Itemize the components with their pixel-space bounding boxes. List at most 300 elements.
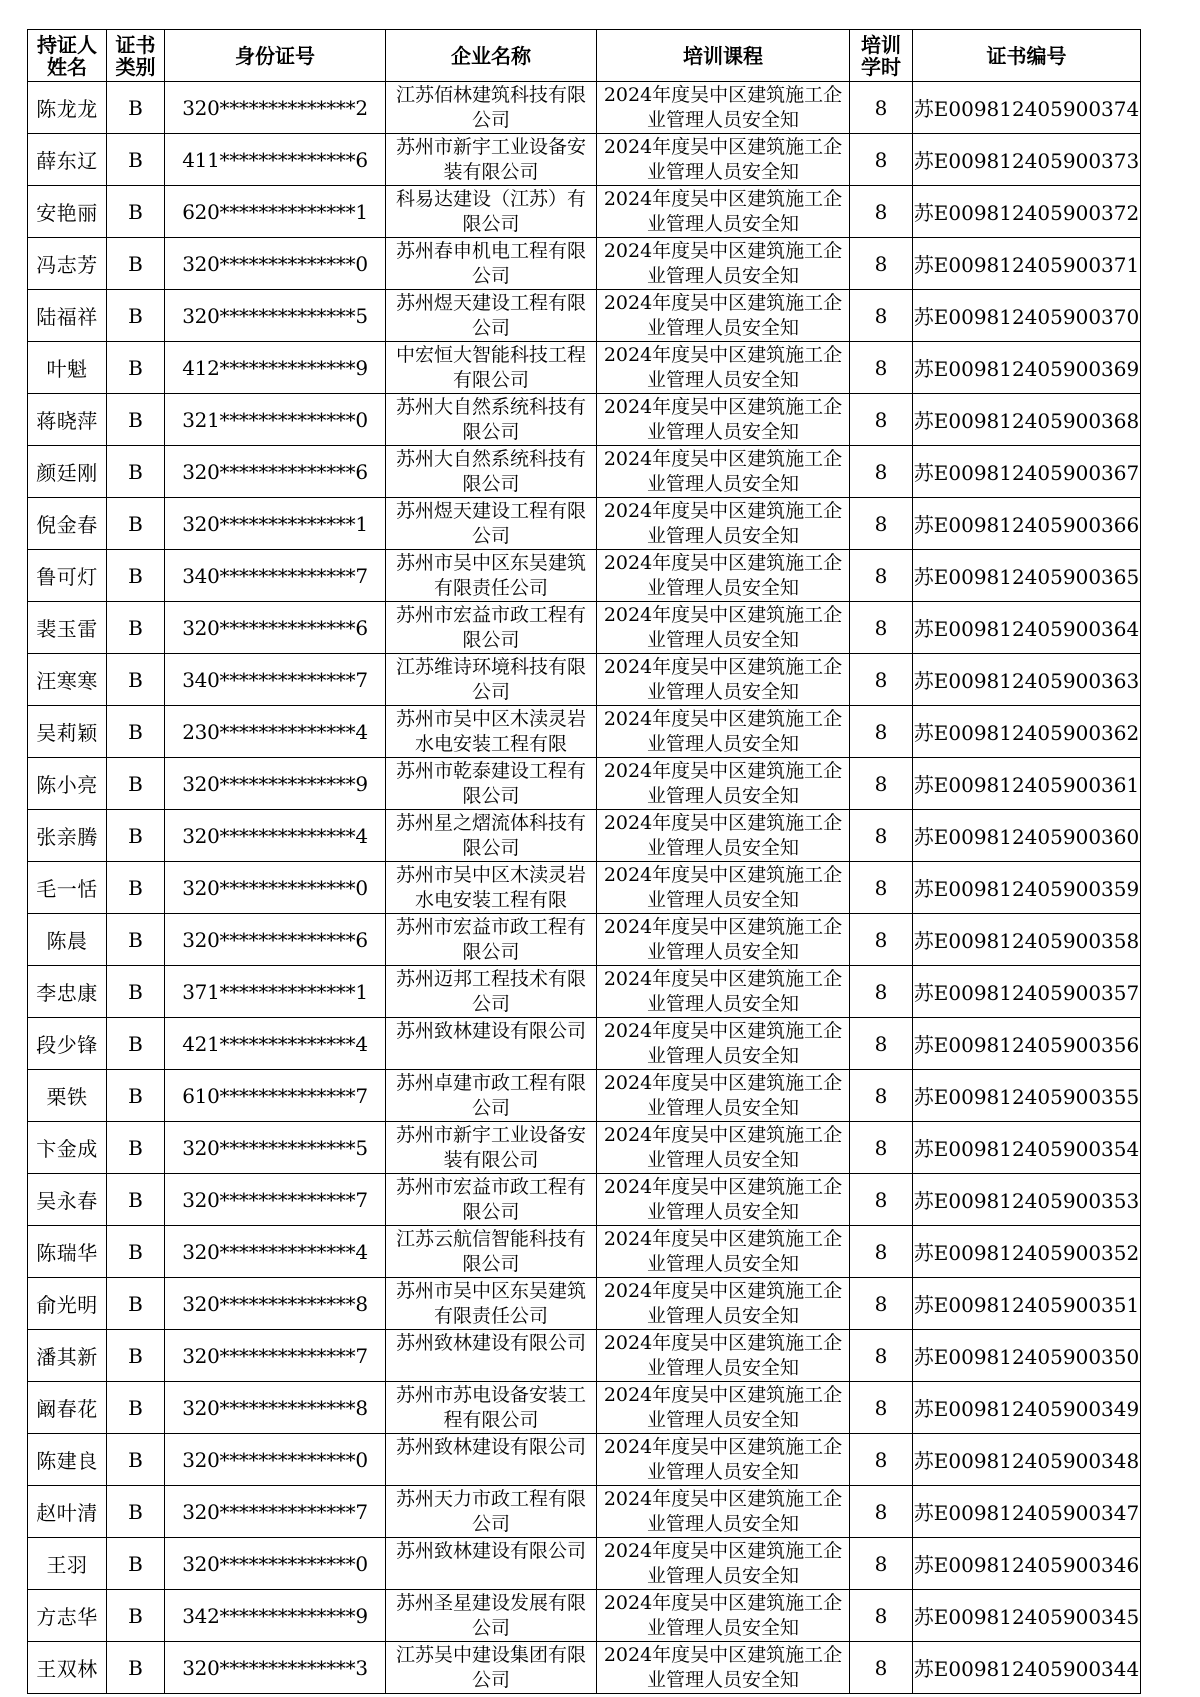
cell-company-text: 苏州市吴中区东吴建筑有限责任公司 (395, 552, 586, 599)
cell-company (386, 862, 597, 914)
cell-course (597, 1590, 850, 1642)
cell-company-text: 苏州大自然系统科技有限公司 (395, 396, 586, 443)
cell-id-number: 320**************1 (165, 498, 386, 550)
cell-id-number: 320**************0 (165, 1538, 386, 1590)
cell-company-text: 江苏吴中建设集团有限公司 (395, 1644, 586, 1691)
cell-holder-name: 张亲腾 (28, 810, 107, 862)
table-row (28, 394, 1141, 446)
cell-holder-name: 陈晨 (28, 914, 107, 966)
cell-course-text: 2024年度吴中区建筑施工企业管理人员安全知 (603, 396, 843, 443)
cell-company (386, 1382, 597, 1434)
cell-hours: 8 (850, 1330, 913, 1382)
cell-company-text: 苏州圣星建设发展有限公司 (395, 1592, 586, 1639)
cell-holder-name: 颜廷刚 (28, 446, 107, 498)
cell-cert-number: 苏E009812405900373 (913, 134, 1141, 186)
cell-course (597, 1278, 850, 1330)
cell-cert-type: B (107, 1330, 165, 1382)
cell-holder-name: 鲁可灯 (28, 550, 107, 602)
cell-course-text: 2024年度吴中区建筑施工企业管理人员安全知 (603, 344, 843, 391)
cell-holder-name: 冯志芳 (28, 238, 107, 290)
cell-company-text: 苏州市苏电设备安装工程有限公司 (395, 1384, 586, 1431)
table-row (28, 1590, 1141, 1642)
cell-company-text: 苏州卓建市政工程有限公司 (395, 1072, 586, 1119)
cell-company (386, 810, 597, 862)
cell-holder-name: 吴莉颖 (28, 706, 107, 758)
header-company: 企业名称 (386, 30, 597, 82)
cell-hours: 8 (850, 1226, 913, 1278)
cell-course-text: 2024年度吴中区建筑施工企业管理人员安全知 (603, 1592, 843, 1639)
cell-course-text: 2024年度吴中区建筑施工企业管理人员安全知 (603, 448, 843, 495)
cell-course (597, 342, 850, 394)
cell-hours: 8 (850, 446, 913, 498)
cell-cert-type: B (107, 1590, 165, 1642)
cell-company (386, 342, 597, 394)
header-hours: 培训学时 (850, 30, 913, 82)
cell-hours: 8 (850, 966, 913, 1018)
cell-course-text: 2024年度吴中区建筑施工企业管理人员安全知 (603, 760, 843, 807)
cell-holder-name: 方志华 (28, 1590, 107, 1642)
cell-company-text: 苏州致林建设有限公司 (395, 1332, 586, 1354)
cell-course (597, 1226, 850, 1278)
cell-course (597, 706, 850, 758)
cell-id-number: 320**************7 (165, 1330, 386, 1382)
cell-holder-name: 卞金成 (28, 1122, 107, 1174)
cell-company (386, 914, 597, 966)
cell-holder-name: 毛一恬 (28, 862, 107, 914)
cell-course (597, 1642, 850, 1694)
cell-course (597, 1330, 850, 1382)
table-row (28, 1018, 1141, 1070)
cell-cert-type: B (107, 1122, 165, 1174)
cell-id-number: 320**************4 (165, 810, 386, 862)
cell-id-number: 320**************0 (165, 1434, 386, 1486)
header-holder-name: 持证人姓名 (28, 30, 107, 82)
cell-id-number: 320**************5 (165, 1122, 386, 1174)
table-row (28, 238, 1141, 290)
cell-company (386, 1642, 597, 1694)
cell-cert-number: 苏E009812405900372 (913, 186, 1141, 238)
table-row (28, 654, 1141, 706)
cell-hours: 8 (850, 1278, 913, 1330)
cell-company-text: 苏州市吴中区木渎灵岩水电安装工程有限 (395, 864, 586, 911)
cell-id-number: 342**************9 (165, 1590, 386, 1642)
cell-id-number: 321**************0 (165, 394, 386, 446)
cell-cert-number: 苏E009812405900361 (913, 758, 1141, 810)
cell-id-number: 320**************0 (165, 862, 386, 914)
cell-course (597, 1434, 850, 1486)
table-row (28, 1070, 1141, 1122)
cell-hours: 8 (850, 342, 913, 394)
cell-company-text: 苏州市新宇工业设备安装有限公司 (395, 136, 586, 183)
cell-hours: 8 (850, 1434, 913, 1486)
cell-holder-name: 阚春花 (28, 1382, 107, 1434)
cell-cert-number: 苏E009812405900355 (913, 1070, 1141, 1122)
cell-course (597, 758, 850, 810)
cell-cert-number: 苏E009812405900350 (913, 1330, 1141, 1382)
cell-cert-number: 苏E009812405900366 (913, 498, 1141, 550)
cell-company-text: 江苏维诗环境科技有限公司 (395, 656, 586, 703)
cell-cert-type: B (107, 1278, 165, 1330)
table-row (28, 1486, 1141, 1538)
cell-course (597, 602, 850, 654)
cell-hours: 8 (850, 914, 913, 966)
cell-company-text: 苏州致林建设有限公司 (395, 1020, 586, 1042)
cell-hours: 8 (850, 290, 913, 342)
header-row (28, 30, 1141, 82)
cell-course (597, 1174, 850, 1226)
cell-id-number: 340**************7 (165, 654, 386, 706)
cell-id-number: 340**************7 (165, 550, 386, 602)
cell-holder-name: 陈建良 (28, 1434, 107, 1486)
table-row (28, 602, 1141, 654)
table-row (28, 290, 1141, 342)
cell-cert-number: 苏E009812405900371 (913, 238, 1141, 290)
cell-hours: 8 (850, 394, 913, 446)
table-row (28, 1538, 1141, 1590)
cell-company (386, 966, 597, 1018)
cell-id-number: 371**************1 (165, 966, 386, 1018)
cell-course (597, 498, 850, 550)
cell-company (386, 394, 597, 446)
cell-hours: 8 (850, 1174, 913, 1226)
cell-cert-number: 苏E009812405900367 (913, 446, 1141, 498)
cell-holder-name: 陈龙龙 (28, 82, 107, 134)
cell-company (386, 1122, 597, 1174)
cell-cert-number: 苏E009812405900351 (913, 1278, 1141, 1330)
cell-cert-type: B (107, 238, 165, 290)
cell-course (597, 914, 850, 966)
cell-hours: 8 (850, 1642, 913, 1694)
cell-hours: 8 (850, 602, 913, 654)
cell-cert-type: B (107, 82, 165, 134)
table-row (28, 186, 1141, 238)
cell-company (386, 446, 597, 498)
cell-holder-name: 裴玉雷 (28, 602, 107, 654)
cell-holder-name: 陆福祥 (28, 290, 107, 342)
cell-cert-number: 苏E009812405900374 (913, 82, 1141, 134)
cell-company (386, 654, 597, 706)
cell-cert-number: 苏E009812405900362 (913, 706, 1141, 758)
table-row (28, 1122, 1141, 1174)
cell-cert-number: 苏E009812405900357 (913, 966, 1141, 1018)
cell-course (597, 238, 850, 290)
cell-cert-type: B (107, 966, 165, 1018)
cell-course-text: 2024年度吴中区建筑施工企业管理人员安全知 (603, 136, 843, 183)
cell-company-text: 苏州煜天建设工程有限公司 (395, 500, 586, 547)
cell-cert-type: B (107, 550, 165, 602)
cell-course-text: 2024年度吴中区建筑施工企业管理人员安全知 (603, 500, 843, 547)
cell-company-text: 苏州致林建设有限公司 (395, 1436, 586, 1458)
cell-holder-name: 王双林 (28, 1642, 107, 1694)
cell-hours: 8 (850, 1590, 913, 1642)
table-row (28, 810, 1141, 862)
table-row (28, 706, 1141, 758)
header-course: 培训课程 (597, 30, 850, 82)
cell-holder-name: 段少锋 (28, 1018, 107, 1070)
cell-course (597, 446, 850, 498)
cell-id-number: 320**************8 (165, 1278, 386, 1330)
cell-company (386, 1590, 597, 1642)
cell-company (386, 1070, 597, 1122)
cell-course (597, 186, 850, 238)
cell-holder-name: 俞光明 (28, 1278, 107, 1330)
cell-company (386, 134, 597, 186)
cell-cert-number: 苏E009812405900344 (913, 1642, 1141, 1694)
cell-cert-number: 苏E009812405900364 (913, 602, 1141, 654)
cell-hours: 8 (850, 758, 913, 810)
cell-company-text: 苏州市乾泰建设工程有限公司 (395, 760, 586, 807)
cell-company (386, 498, 597, 550)
certificate-table (27, 29, 1141, 1694)
cell-company-text: 科易达建设（江苏）有限公司 (395, 188, 586, 235)
table-row (28, 446, 1141, 498)
cell-company (386, 602, 597, 654)
cell-cert-type: B (107, 342, 165, 394)
cell-holder-name: 王羽 (28, 1538, 107, 1590)
cell-holder-name: 栗铁 (28, 1070, 107, 1122)
cell-course (597, 1486, 850, 1538)
cell-course-text: 2024年度吴中区建筑施工企业管理人员安全知 (603, 1436, 843, 1483)
cell-id-number: 412**************9 (165, 342, 386, 394)
cell-course (597, 1070, 850, 1122)
cell-cert-type: B (107, 654, 165, 706)
table-row (28, 1434, 1141, 1486)
cell-company-text: 苏州天力市政工程有限公司 (395, 1488, 586, 1535)
cell-course (597, 82, 850, 134)
cell-holder-name: 潘其新 (28, 1330, 107, 1382)
cell-cert-number: 苏E009812405900345 (913, 1590, 1141, 1642)
cell-cert-type: B (107, 1382, 165, 1434)
cell-company (386, 1538, 597, 1590)
cell-company-text: 苏州市宏益市政工程有限公司 (395, 604, 586, 651)
cell-hours: 8 (850, 1070, 913, 1122)
cell-id-number: 320**************6 (165, 446, 386, 498)
cell-company (386, 82, 597, 134)
cell-cert-number: 苏E009812405900353 (913, 1174, 1141, 1226)
cell-course-text: 2024年度吴中区建筑施工企业管理人员安全知 (603, 656, 843, 703)
cell-course-text: 2024年度吴中区建筑施工企业管理人员安全知 (603, 552, 843, 599)
cell-company-text: 苏州市宏益市政工程有限公司 (395, 916, 586, 963)
cell-cert-type: B (107, 758, 165, 810)
table-row (28, 1642, 1141, 1694)
cell-cert-type: B (107, 810, 165, 862)
table-row (28, 1174, 1141, 1226)
cell-holder-name: 陈小亮 (28, 758, 107, 810)
cell-company (386, 758, 597, 810)
cell-course (597, 134, 850, 186)
cell-holder-name: 安艳丽 (28, 186, 107, 238)
cell-company (386, 1434, 597, 1486)
cell-cert-type: B (107, 1226, 165, 1278)
cell-company-text: 苏州市宏益市政工程有限公司 (395, 1176, 586, 1223)
cell-cert-number: 苏E009812405900365 (913, 550, 1141, 602)
cell-company (386, 1330, 597, 1382)
cell-id-number: 320**************0 (165, 238, 386, 290)
cell-course-text: 2024年度吴中区建筑施工企业管理人员安全知 (603, 708, 843, 755)
table-row (28, 758, 1141, 810)
cell-cert-number: 苏E009812405900370 (913, 290, 1141, 342)
cell-hours: 8 (850, 134, 913, 186)
table-row (28, 1382, 1141, 1434)
cell-company-text: 苏州星之熠流体科技有限公司 (395, 812, 586, 859)
cell-company-text: 苏州煜天建设工程有限公司 (395, 292, 586, 339)
cell-id-number: 411**************6 (165, 134, 386, 186)
cell-id-number: 320**************9 (165, 758, 386, 810)
cell-id-number: 230**************4 (165, 706, 386, 758)
cell-id-number: 320**************7 (165, 1486, 386, 1538)
cell-course-text: 2024年度吴中区建筑施工企业管理人员安全知 (603, 1488, 843, 1535)
cell-hours: 8 (850, 862, 913, 914)
cell-course-text: 2024年度吴中区建筑施工企业管理人员安全知 (603, 1384, 843, 1431)
cell-hours: 8 (850, 550, 913, 602)
cell-course (597, 654, 850, 706)
cell-course-text: 2024年度吴中区建筑施工企业管理人员安全知 (603, 916, 843, 963)
cell-cert-type: B (107, 1538, 165, 1590)
table-row (28, 1226, 1141, 1278)
cell-hours: 8 (850, 1382, 913, 1434)
cell-id-number: 320**************4 (165, 1226, 386, 1278)
cell-cert-type: B (107, 1486, 165, 1538)
cell-company-text: 苏州致林建设有限公司 (395, 1540, 586, 1562)
cell-cert-type: B (107, 498, 165, 550)
cell-cert-number: 苏E009812405900349 (913, 1382, 1141, 1434)
table-row (28, 966, 1141, 1018)
cell-holder-name: 叶魁 (28, 342, 107, 394)
table-row (28, 1330, 1141, 1382)
cell-cert-number: 苏E009812405900360 (913, 810, 1141, 862)
table-row (28, 134, 1141, 186)
cell-cert-number: 苏E009812405900354 (913, 1122, 1141, 1174)
cell-company (386, 1018, 597, 1070)
cell-cert-type: B (107, 394, 165, 446)
cell-cert-number: 苏E009812405900356 (913, 1018, 1141, 1070)
cell-holder-name: 李忠康 (28, 966, 107, 1018)
cell-course (597, 290, 850, 342)
cell-course-text: 2024年度吴中区建筑施工企业管理人员安全知 (603, 812, 843, 859)
cell-holder-name: 倪金春 (28, 498, 107, 550)
cell-holder-name: 汪寒寒 (28, 654, 107, 706)
table-row (28, 1278, 1141, 1330)
cell-cert-number: 苏E009812405900359 (913, 862, 1141, 914)
cell-hours: 8 (850, 1538, 913, 1590)
cell-hours: 8 (850, 82, 913, 134)
cell-company (386, 238, 597, 290)
cell-company-text: 中宏恒大智能科技工程有限公司 (395, 344, 586, 391)
cell-course-text: 2024年度吴中区建筑施工企业管理人员安全知 (603, 604, 843, 651)
cell-company-text: 苏州市新宇工业设备安装有限公司 (395, 1124, 586, 1171)
cell-hours: 8 (850, 238, 913, 290)
cell-company (386, 1486, 597, 1538)
cell-cert-type: B (107, 134, 165, 186)
cell-holder-name: 陈瑞华 (28, 1226, 107, 1278)
cell-holder-name: 薛东辽 (28, 134, 107, 186)
cell-course (597, 862, 850, 914)
cell-company (386, 186, 597, 238)
cell-cert-type: B (107, 290, 165, 342)
cell-id-number: 320**************6 (165, 914, 386, 966)
cell-course-text: 2024年度吴中区建筑施工企业管理人员安全知 (603, 968, 843, 1015)
cell-hours: 8 (850, 498, 913, 550)
cell-course-text: 2024年度吴中区建筑施工企业管理人员安全知 (603, 1540, 843, 1587)
table-row (28, 342, 1141, 394)
cell-course (597, 1018, 850, 1070)
cell-hours: 8 (850, 186, 913, 238)
cell-company-text: 苏州市吴中区东吴建筑有限责任公司 (395, 1280, 586, 1327)
cell-cert-number: 苏E009812405900346 (913, 1538, 1141, 1590)
table-row (28, 498, 1141, 550)
cell-hours: 8 (850, 810, 913, 862)
cell-course-text: 2024年度吴中区建筑施工企业管理人员安全知 (603, 864, 843, 911)
cell-course (597, 550, 850, 602)
cell-company-text: 江苏佰林建筑科技有限公司 (395, 84, 586, 131)
cell-course (597, 810, 850, 862)
cell-hours: 8 (850, 1122, 913, 1174)
cell-hours: 8 (850, 706, 913, 758)
cell-course-text: 2024年度吴中区建筑施工企业管理人员安全知 (603, 240, 843, 287)
cell-holder-name: 赵叶清 (28, 1486, 107, 1538)
cell-id-number: 620**************1 (165, 186, 386, 238)
cell-hours: 8 (850, 1486, 913, 1538)
cell-cert-type: B (107, 1174, 165, 1226)
cell-id-number: 320**************6 (165, 602, 386, 654)
cell-company-text: 苏州迈邦工程技术有限公司 (395, 968, 586, 1015)
cell-cert-type: B (107, 1434, 165, 1486)
cell-holder-name: 蒋晓萍 (28, 394, 107, 446)
cell-cert-number: 苏E009812405900347 (913, 1486, 1141, 1538)
cell-company-text: 苏州春申机电工程有限公司 (395, 240, 586, 287)
cell-course-text: 2024年度吴中区建筑施工企业管理人员安全知 (603, 1176, 843, 1223)
cell-course-text: 2024年度吴中区建筑施工企业管理人员安全知 (603, 1644, 843, 1691)
cell-course-text: 2024年度吴中区建筑施工企业管理人员安全知 (603, 84, 843, 131)
cell-course-text: 2024年度吴中区建筑施工企业管理人员安全知 (603, 1332, 843, 1379)
cell-cert-number: 苏E009812405900368 (913, 394, 1141, 446)
cell-course (597, 966, 850, 1018)
cell-course (597, 1122, 850, 1174)
cell-cert-type: B (107, 602, 165, 654)
cell-cert-type: B (107, 914, 165, 966)
cell-cert-type: B (107, 446, 165, 498)
cell-company (386, 1278, 597, 1330)
cell-cert-number: 苏E009812405900352 (913, 1226, 1141, 1278)
header-id-number: 身份证号 (165, 30, 386, 82)
cell-id-number: 421**************4 (165, 1018, 386, 1070)
cell-id-number: 610**************7 (165, 1070, 386, 1122)
cell-hours: 8 (850, 654, 913, 706)
cell-course-text: 2024年度吴中区建筑施工企业管理人员安全知 (603, 1124, 843, 1171)
cell-course-text: 2024年度吴中区建筑施工企业管理人员安全知 (603, 1280, 843, 1327)
cell-course-text: 2024年度吴中区建筑施工企业管理人员安全知 (603, 188, 843, 235)
cell-id-number: 320**************2 (165, 82, 386, 134)
cell-id-number: 320**************7 (165, 1174, 386, 1226)
cell-cert-number: 苏E009812405900358 (913, 914, 1141, 966)
table-row (28, 550, 1141, 602)
table-row (28, 914, 1141, 966)
cell-cert-type: B (107, 1642, 165, 1694)
cell-cert-number: 苏E009812405900348 (913, 1434, 1141, 1486)
cell-course-text: 2024年度吴中区建筑施工企业管理人员安全知 (603, 1228, 843, 1275)
cell-cert-number: 苏E009812405900369 (913, 342, 1141, 394)
cell-course (597, 394, 850, 446)
cell-company (386, 550, 597, 602)
table-row (28, 82, 1141, 134)
cell-hours: 8 (850, 1018, 913, 1070)
cell-company-text: 江苏云航信智能科技有限公司 (395, 1228, 586, 1275)
cell-id-number: 320**************3 (165, 1642, 386, 1694)
cell-course (597, 1382, 850, 1434)
cell-company-text: 苏州大自然系统科技有限公司 (395, 448, 586, 495)
cell-course-text: 2024年度吴中区建筑施工企业管理人员安全知 (603, 292, 843, 339)
cell-company (386, 706, 597, 758)
